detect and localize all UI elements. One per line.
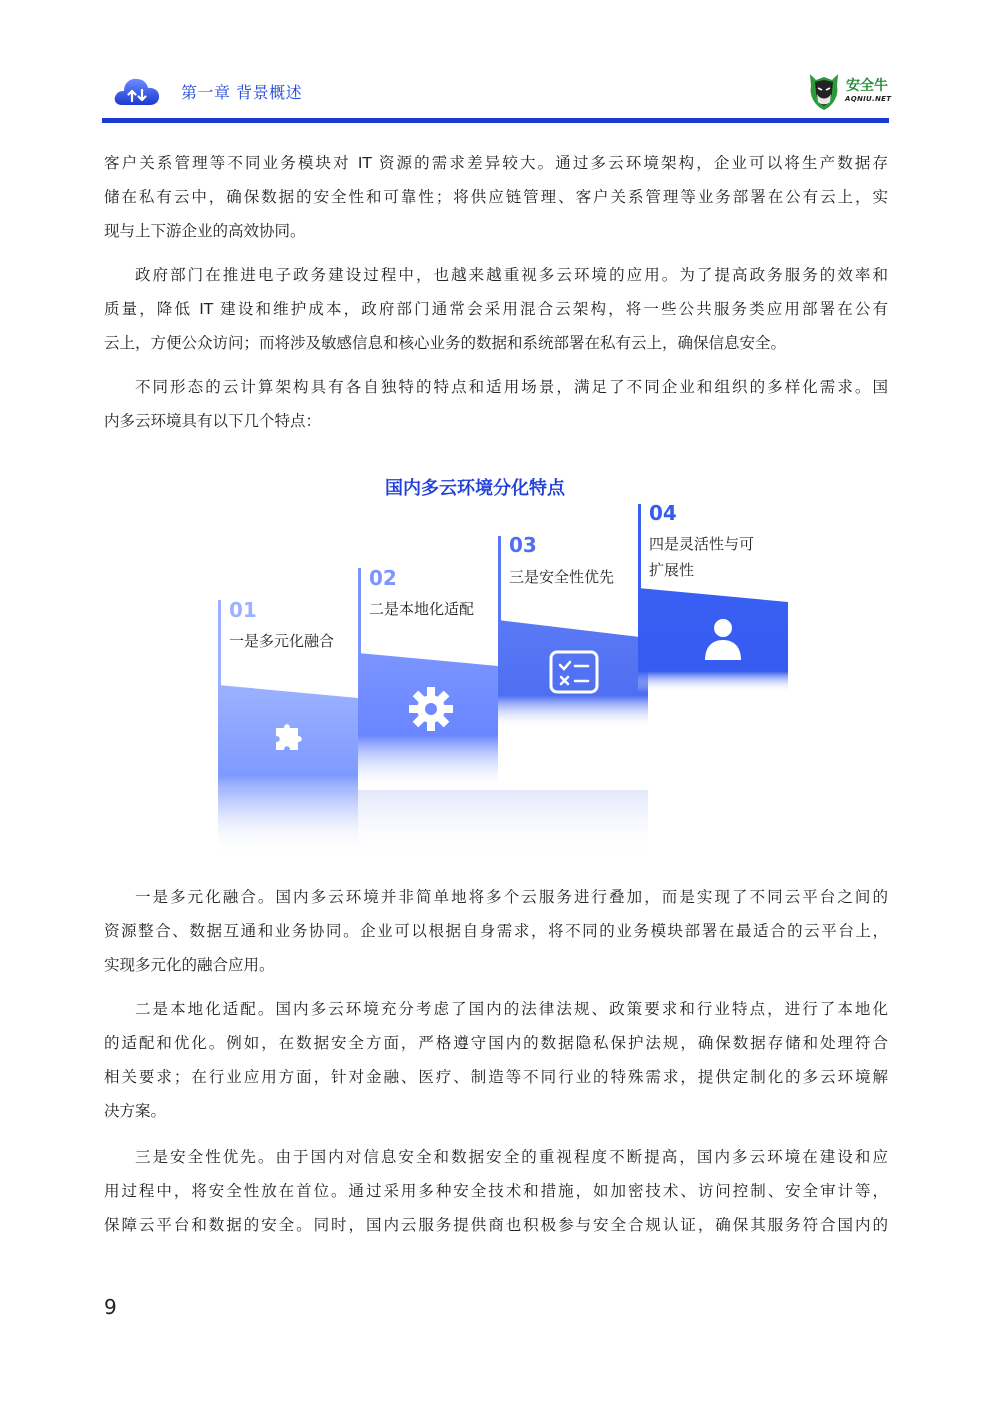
body-paragraph: [104, 146, 888, 248]
paragraph-line: 一是多元化融合。国内多云环境并非简单地将多个云服务进行叠加，而是实现了不同云平台之间的: [135, 888, 888, 906]
step-label-line: 四是灵活性与可: [649, 535, 755, 553]
step-number-3: 03: [509, 533, 537, 557]
step-card-1: [218, 685, 358, 850]
paragraph-line: 质量，降低 IT 建设和维护成本，政府部门通常会采用混合云架构，将一些公共服务类应用部署在公有: [104, 300, 888, 318]
diagram-title: 国内多云环境分化特点: [385, 478, 565, 499]
paragraph-line: 三是安全性优先。由于国内对信息安全和数据安全的重视程度不断提高，国内多云环境在建设和应: [135, 1148, 888, 1166]
step-label-4: [649, 531, 754, 583]
paragraph-line: 实现多元化的融合应用。: [104, 956, 275, 974]
header-rule: [102, 118, 889, 123]
paragraph-line: 储在私有云中，确保数据的安全性和可靠性；将供应链管理、客户关系管理等业务部署在公有云上，实: [104, 188, 888, 206]
step-card-3: [498, 620, 648, 728]
gear-icon: [409, 687, 453, 731]
page-number: 9: [104, 1295, 117, 1319]
paragraph-line: 云上，方便公众访问；而将涉及敏感信息和核心业务的数据和系统部署在私有云上，确保信息安全。: [104, 334, 787, 352]
step-card-4: [638, 588, 788, 692]
brand-mascot-icon: [806, 70, 842, 112]
paragraph-line: 决方案。: [104, 1102, 167, 1120]
paragraph-line: 现与上下游企业的高效协同。: [104, 222, 306, 240]
body-paragraph: [104, 370, 888, 438]
step-label-2: 二是本地化适配: [369, 600, 475, 618]
body-paragraph: [104, 1140, 888, 1242]
step-number-2: 02: [369, 566, 397, 590]
step-number-4: 04: [649, 501, 677, 525]
paragraph-line: 相关要求；在行业应用方面，针对金融、医疗、制造等不同行业的特殊需求，提供定制化的多云环境解: [104, 1068, 888, 1086]
paragraph-line: 资源整合、数据互通和业务协同。企业可以根据自身需求，将不同的业务模块部署在最适合的云平台上，: [104, 922, 888, 940]
brand-name: 安全牛: [846, 78, 888, 94]
step-number-1: 01: [229, 598, 257, 622]
step-label-3: 三是安全性优先: [509, 568, 615, 586]
body-paragraph: [104, 880, 888, 982]
paragraph-line: 客户关系管理等不同业务模块对 IT 资源的需求差异较大。通过多云环境架构，企业可以将生产数据存: [104, 154, 888, 172]
body-paragraph: [104, 258, 888, 360]
step-label-line: 扩展性: [649, 561, 695, 579]
chapter-title: 第一章 背景概述: [181, 83, 303, 102]
body-paragraph: [104, 992, 888, 1128]
diagram-shapes: [200, 460, 800, 880]
puzzle-icon: [276, 724, 302, 750]
cloud-sync-icon: [112, 73, 162, 107]
paragraph-line: 用过程中，将安全性放在首位。通过采用多种安全技术和措施，如加密技术、访问控制、安全审计等，: [104, 1182, 888, 1200]
brand-logo: [806, 70, 890, 112]
paragraph-line: 内多云环境具有以下几个特点：: [104, 412, 322, 430]
step-label-1: 一是多元化融合: [229, 632, 335, 650]
paragraph-line: 二是本地化适配。国内多云环境充分考虑了国内的法律法规、政策要求和行业特点，进行了本地化: [135, 1000, 888, 1018]
paragraph-line: 的适配和优化。例如，在数据安全方面，严格遵守国内的数据隐私保护法规，确保数据存储和处理符合: [104, 1034, 888, 1052]
feature-diagram: [200, 460, 800, 880]
paragraph-line: 不同形态的云计算架构具有各自独特的特点和适用场景，满足了不同企业和组织的多样化需求。国: [135, 378, 888, 396]
paragraph-line: 保障云平台和数据的安全。同时，国内云服务提供商也积极参与安全合规认证，确保其服务符合国内的: [104, 1216, 888, 1234]
page-header: [0, 0, 992, 130]
brand-domain: AQNIU.NET: [845, 95, 892, 103]
paragraph-line: 政府部门在推进电子政务建设过程中，也越来越重视多云环境的应用。为了提高政务服务的效率和: [135, 266, 888, 284]
